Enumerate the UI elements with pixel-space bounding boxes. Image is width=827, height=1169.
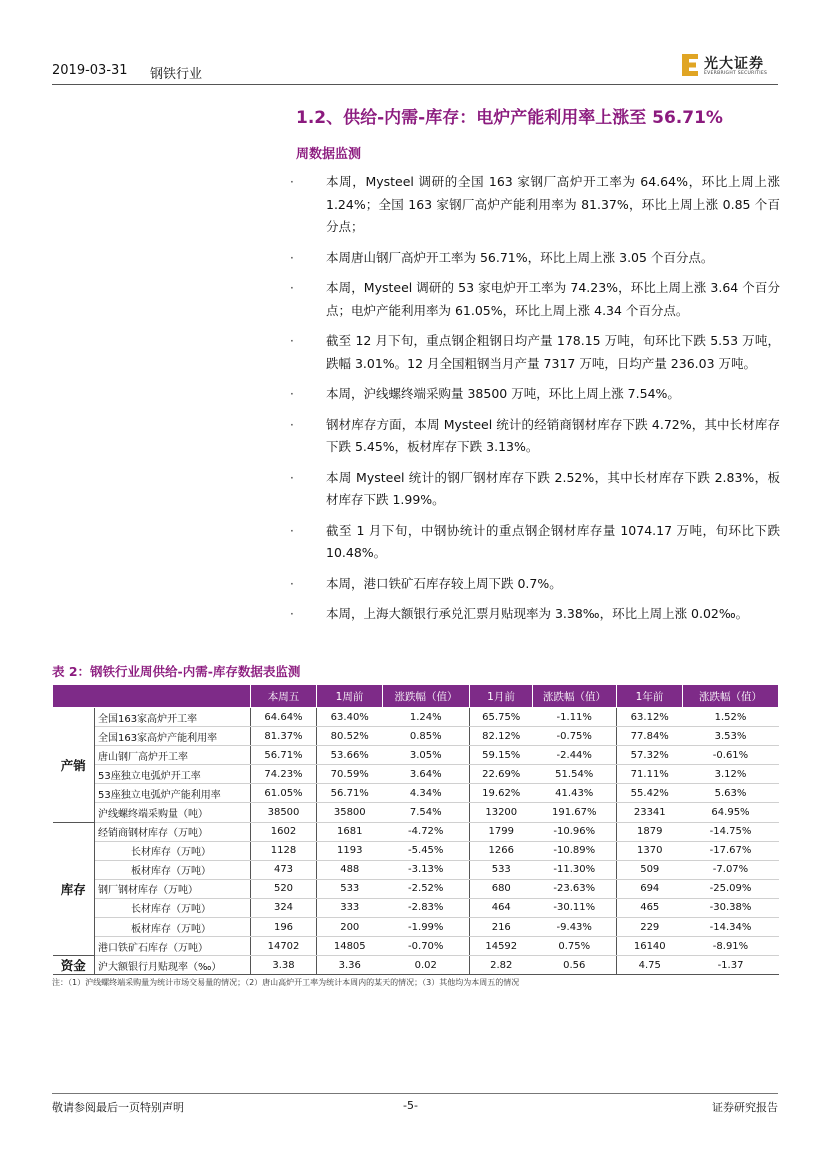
bullet-dot: · bbox=[290, 387, 294, 401]
table-row bbox=[53, 746, 779, 765]
row-label: 沪大额银行月贴现率（‰） bbox=[95, 956, 251, 975]
bullet-dot: · bbox=[290, 417, 294, 432]
company-logo bbox=[682, 52, 778, 80]
bullet-item bbox=[290, 573, 780, 596]
table-cell: -7.07% bbox=[683, 860, 779, 879]
table-cell: 1602 bbox=[251, 822, 317, 841]
everbright-logo-icon bbox=[682, 54, 700, 76]
bullet-text: 截至 12 月下旬，重点钢企粗钢日均产量 178.15 万吨，旬环比下跌 5.53 万吨，跌幅 3.01%。12 月全国粗钢当月产量 7317 万吨，日均产量 236.03 万吨。 bbox=[326, 333, 780, 371]
logo-text-en: EVERBRIGHT SECURITIES bbox=[704, 71, 768, 76]
table-row bbox=[53, 956, 779, 975]
table-row bbox=[53, 918, 779, 937]
bullet-dot: · bbox=[290, 576, 294, 591]
bullet-item bbox=[290, 383, 780, 406]
table-cell: 41.43% bbox=[533, 784, 617, 803]
header-cell: 1年前 bbox=[617, 685, 683, 708]
bullet-dot: · bbox=[290, 281, 294, 295]
table-cell: 324 bbox=[251, 898, 317, 917]
table-cell: -2.52% bbox=[383, 879, 470, 898]
header-cell: 1周前 bbox=[317, 685, 383, 708]
table-row bbox=[53, 937, 779, 956]
table-cell: 59.15% bbox=[470, 746, 533, 765]
table-row bbox=[53, 784, 779, 803]
table-row bbox=[53, 822, 779, 841]
row-label: 港口铁矿石库存（万吨） bbox=[95, 937, 251, 956]
header-cell: 涨跌幅（值） bbox=[383, 685, 470, 708]
table-cell: 16140 bbox=[617, 937, 683, 956]
table-cell: 533 bbox=[317, 879, 383, 898]
table-cell: 1879 bbox=[617, 822, 683, 841]
category-cell: 库存 bbox=[53, 822, 95, 956]
table-cell: -0.70% bbox=[383, 937, 470, 956]
table-cell: -2.83% bbox=[383, 898, 470, 917]
row-label: 沪线螺终端采购量（吨） bbox=[95, 803, 251, 822]
table-cell: 56.71% bbox=[251, 746, 317, 765]
table-cell: 3.38 bbox=[251, 956, 317, 975]
table-cell: 74.23% bbox=[251, 765, 317, 784]
table-cell: 51.54% bbox=[533, 765, 617, 784]
row-label: 全国163家高炉开工率 bbox=[95, 708, 251, 727]
table-cell: 680 bbox=[470, 879, 533, 898]
table-cell: 0.85% bbox=[383, 727, 470, 746]
table-cell: 1193 bbox=[317, 841, 383, 860]
table-cell: 1128 bbox=[251, 841, 317, 860]
bullet-text: 本周，Mysteel 调研的 53 家电炉开工率为 74.23%，环比上周上涨 3.64 个百分点；电炉产能利用率为 61.05%，环比上周上涨 4.34 个百分点。 bbox=[326, 280, 780, 318]
table-cell: 1.52% bbox=[683, 708, 779, 727]
table-title: 表 2：钢铁行业周供给-内需-库存数据表监测 bbox=[52, 664, 301, 679]
table-cell: 4.34% bbox=[383, 784, 470, 803]
table-cell: 694 bbox=[617, 879, 683, 898]
table-cell: 465 bbox=[617, 898, 683, 917]
table-row bbox=[53, 898, 779, 917]
table-cell: -0.61% bbox=[683, 746, 779, 765]
bullet-text: 本周 Mysteel 统计的钢厂钢材库存下跌 2.52%，其中长材库存下跌 2.83%，板材库存下跌 1.99%。 bbox=[326, 469, 780, 507]
table-body bbox=[53, 708, 779, 975]
report-date: 2019-03-31 bbox=[52, 63, 128, 78]
row-label: 经销商钢材库存（万吨） bbox=[95, 822, 251, 841]
table-cell: -1.11% bbox=[533, 708, 617, 727]
table-cell: 3.12% bbox=[683, 765, 779, 784]
bullet-item bbox=[290, 277, 780, 322]
header-cell: 本周五 bbox=[251, 685, 317, 708]
table-cell: -10.96% bbox=[533, 822, 617, 841]
table-cell: 77.84% bbox=[617, 727, 683, 746]
table-cell: -8.91% bbox=[683, 937, 779, 956]
bullet-dot: · bbox=[290, 607, 294, 621]
bullet-item bbox=[290, 247, 780, 270]
table-cell: 3.36 bbox=[317, 956, 383, 975]
table-cell: 7.54% bbox=[383, 803, 470, 822]
table-cell: 70.59% bbox=[317, 765, 383, 784]
bullet-dot: · bbox=[290, 334, 294, 348]
bullet-text: 本周，沪线螺终端采购量 38500 万吨，环比上周上涨 7.54%。 bbox=[326, 386, 680, 401]
bullet-text: 截至 1 月下旬，中钢协统计的重点钢企钢材库存量 1074.17 万吨，旬环比下跌 10.48%。 bbox=[326, 522, 780, 560]
table-cell: 1681 bbox=[317, 822, 383, 841]
table-cell: 333 bbox=[317, 898, 383, 917]
table-row bbox=[53, 841, 779, 860]
bullet-item bbox=[290, 330, 780, 375]
table-cell: -0.75% bbox=[533, 727, 617, 746]
report-type-label: 证券研究报告 bbox=[712, 1101, 778, 1114]
header-cell: 涨跌幅（值） bbox=[683, 685, 779, 708]
page-header bbox=[52, 52, 778, 82]
table-cell: 2.82 bbox=[470, 956, 533, 975]
bullet-item bbox=[290, 414, 780, 459]
header-rule bbox=[52, 84, 778, 85]
table-row bbox=[53, 879, 779, 898]
table-cell: -3.13% bbox=[383, 860, 470, 879]
data-table-container bbox=[52, 684, 778, 975]
table-cell: -10.89% bbox=[533, 841, 617, 860]
table-cell: 53.66% bbox=[317, 746, 383, 765]
bullet-item bbox=[290, 171, 780, 239]
table-cell: 82.12% bbox=[470, 727, 533, 746]
table-cell: 488 bbox=[317, 860, 383, 879]
table-cell: 57.32% bbox=[617, 746, 683, 765]
table-cell: -23.63% bbox=[533, 879, 617, 898]
table-row bbox=[53, 860, 779, 879]
table-row bbox=[53, 803, 779, 822]
table-cell: 23341 bbox=[617, 803, 683, 822]
table-cell: 3.05% bbox=[383, 746, 470, 765]
row-label: 长材库存（万吨） bbox=[95, 841, 251, 860]
bullet-dot: · bbox=[290, 175, 294, 189]
row-label: 长材库存（万吨） bbox=[95, 898, 251, 917]
row-label: 板材库存（万吨） bbox=[95, 918, 251, 937]
table-cell: 13200 bbox=[470, 803, 533, 822]
bullet-text: 钢材库存方面，本周 Mysteel 统计的经销商钢材库存下跌 4.72%，其中长材库存下跌 5.45%，板材库存下跌 3.13%。 bbox=[326, 416, 780, 454]
table-cell: -2.44% bbox=[533, 746, 617, 765]
table-row bbox=[53, 765, 779, 784]
bullet-item bbox=[290, 467, 780, 512]
table-cell: 14805 bbox=[317, 937, 383, 956]
disclaimer-link[interactable]: 敬请参阅最后一页特别声明 bbox=[52, 1101, 184, 1114]
table-cell: -1.37 bbox=[683, 956, 779, 975]
table-cell: -9.43% bbox=[533, 918, 617, 937]
table-cell: 0.56 bbox=[533, 956, 617, 975]
table-cell: 56.71% bbox=[317, 784, 383, 803]
table-cell: 63.12% bbox=[617, 708, 683, 727]
table-cell: 0.75% bbox=[533, 937, 617, 956]
table-cell: 216 bbox=[470, 918, 533, 937]
table-row bbox=[53, 708, 779, 727]
table-row bbox=[53, 727, 779, 746]
table-cell: 64.95% bbox=[683, 803, 779, 822]
footer-rule bbox=[52, 1093, 778, 1094]
bullet-dot: · bbox=[290, 470, 294, 485]
supply-demand-inventory-table bbox=[52, 684, 779, 975]
table-cell: 1266 bbox=[470, 841, 533, 860]
table-cell: 71.11% bbox=[617, 765, 683, 784]
table-cell: 520 bbox=[251, 879, 317, 898]
table-cell: -5.45% bbox=[383, 841, 470, 860]
table-cell: 14592 bbox=[470, 937, 533, 956]
table-cell: 55.42% bbox=[617, 784, 683, 803]
bullet-text: 本周，港口铁矿石库存较上周下跌 0.7%。 bbox=[326, 575, 562, 591]
table-cell: 3.53% bbox=[683, 727, 779, 746]
row-label: 唐山钢厂高炉开工率 bbox=[95, 746, 251, 765]
category-cell: 资金 bbox=[53, 956, 95, 975]
table-cell: 1370 bbox=[617, 841, 683, 860]
table-cell: 509 bbox=[617, 860, 683, 879]
table-cell: 65.75% bbox=[470, 708, 533, 727]
table-cell: 4.75 bbox=[617, 956, 683, 975]
table-cell: 3.64% bbox=[383, 765, 470, 784]
table-cell: 191.67% bbox=[533, 803, 617, 822]
table-cell: 38500 bbox=[251, 803, 317, 822]
bullet-text: 本周唐山钢厂高炉开工率为 56.71%，环比上周上涨 3.05 个百分点。 bbox=[326, 249, 714, 265]
table-cell: 81.37% bbox=[251, 727, 317, 746]
bullet-dot: · bbox=[290, 523, 294, 538]
row-label: 板材库存（万吨） bbox=[95, 860, 251, 879]
table-cell: 61.05% bbox=[251, 784, 317, 803]
table-cell: 1.24% bbox=[383, 708, 470, 727]
table-cell: -25.09% bbox=[683, 879, 779, 898]
table-cell: 0.02 bbox=[383, 956, 470, 975]
page-number: -5- bbox=[403, 1099, 418, 1112]
table-cell: 5.63% bbox=[683, 784, 779, 803]
industry-label: 钢铁行业 bbox=[150, 67, 203, 82]
table-cell: 464 bbox=[470, 898, 533, 917]
row-label: 全国163家高炉产能利用率 bbox=[95, 727, 251, 746]
bullet-text: 本周，上海大额银行承兑汇票月贴现率为 3.38‰，环比上周上涨 0.02‰。 bbox=[326, 606, 749, 621]
table-cell: 1799 bbox=[470, 822, 533, 841]
logo-text-cn: 光大证券 bbox=[704, 56, 764, 72]
table-cell: 35800 bbox=[317, 803, 383, 822]
header-cell: 涨跌幅（值） bbox=[533, 685, 617, 708]
table-cell: 64.64% bbox=[251, 708, 317, 727]
bullet-text: 本周，Mysteel 调研的全国 163 家钢厂高炉开工率为 64.64%，环比上周上涨 1.24%；全国 163 家钢厂高炉产能利用率为 81.37%，环比上周上涨 0.85 个百分点； bbox=[326, 174, 780, 234]
table-header-row bbox=[53, 685, 779, 708]
header-cell: 1月前 bbox=[470, 685, 533, 708]
table-cell: -11.30% bbox=[533, 860, 617, 879]
table-cell: -4.72% bbox=[383, 822, 470, 841]
table-cell: -14.34% bbox=[683, 918, 779, 937]
section-title: 1.2、供给-内需-库存：电炉产能利用率上涨至 56.71% bbox=[296, 108, 723, 128]
table-cell: 14702 bbox=[251, 937, 317, 956]
row-label: 53座独立电弧炉开工率 bbox=[95, 765, 251, 784]
bullet-list bbox=[290, 171, 780, 634]
table-cell: 229 bbox=[617, 918, 683, 937]
table-note: 注：（1）沪线螺终端采购量为统计市场交易量的情况；（2）唐山高炉开工率为统计本周内的某天的情况；（3）其他均为本周五的情况 bbox=[52, 978, 520, 987]
table-cell: 80.52% bbox=[317, 727, 383, 746]
table-cell: -1.99% bbox=[383, 918, 470, 937]
bullet-dot: · bbox=[290, 250, 294, 265]
table-cell: -17.67% bbox=[683, 841, 779, 860]
category-cell: 产销 bbox=[53, 708, 95, 823]
table-cell: 200 bbox=[317, 918, 383, 937]
bullet-item bbox=[290, 603, 780, 626]
table-cell: 196 bbox=[251, 918, 317, 937]
header-cell bbox=[53, 685, 251, 708]
table-cell: -30.11% bbox=[533, 898, 617, 917]
table-cell: 19.62% bbox=[470, 784, 533, 803]
table-cell: 473 bbox=[251, 860, 317, 879]
table-cell: -30.38% bbox=[683, 898, 779, 917]
section-subtitle: 周数据监测 bbox=[296, 147, 362, 162]
row-label: 钢厂钢材库存（万吨） bbox=[95, 879, 251, 898]
table-cell: 63.40% bbox=[317, 708, 383, 727]
row-label: 53座独立电弧炉产能利用率 bbox=[95, 784, 251, 803]
table-cell: -14.75% bbox=[683, 822, 779, 841]
table-cell: 22.69% bbox=[470, 765, 533, 784]
table-cell: 533 bbox=[470, 860, 533, 879]
bullet-item bbox=[290, 520, 780, 565]
